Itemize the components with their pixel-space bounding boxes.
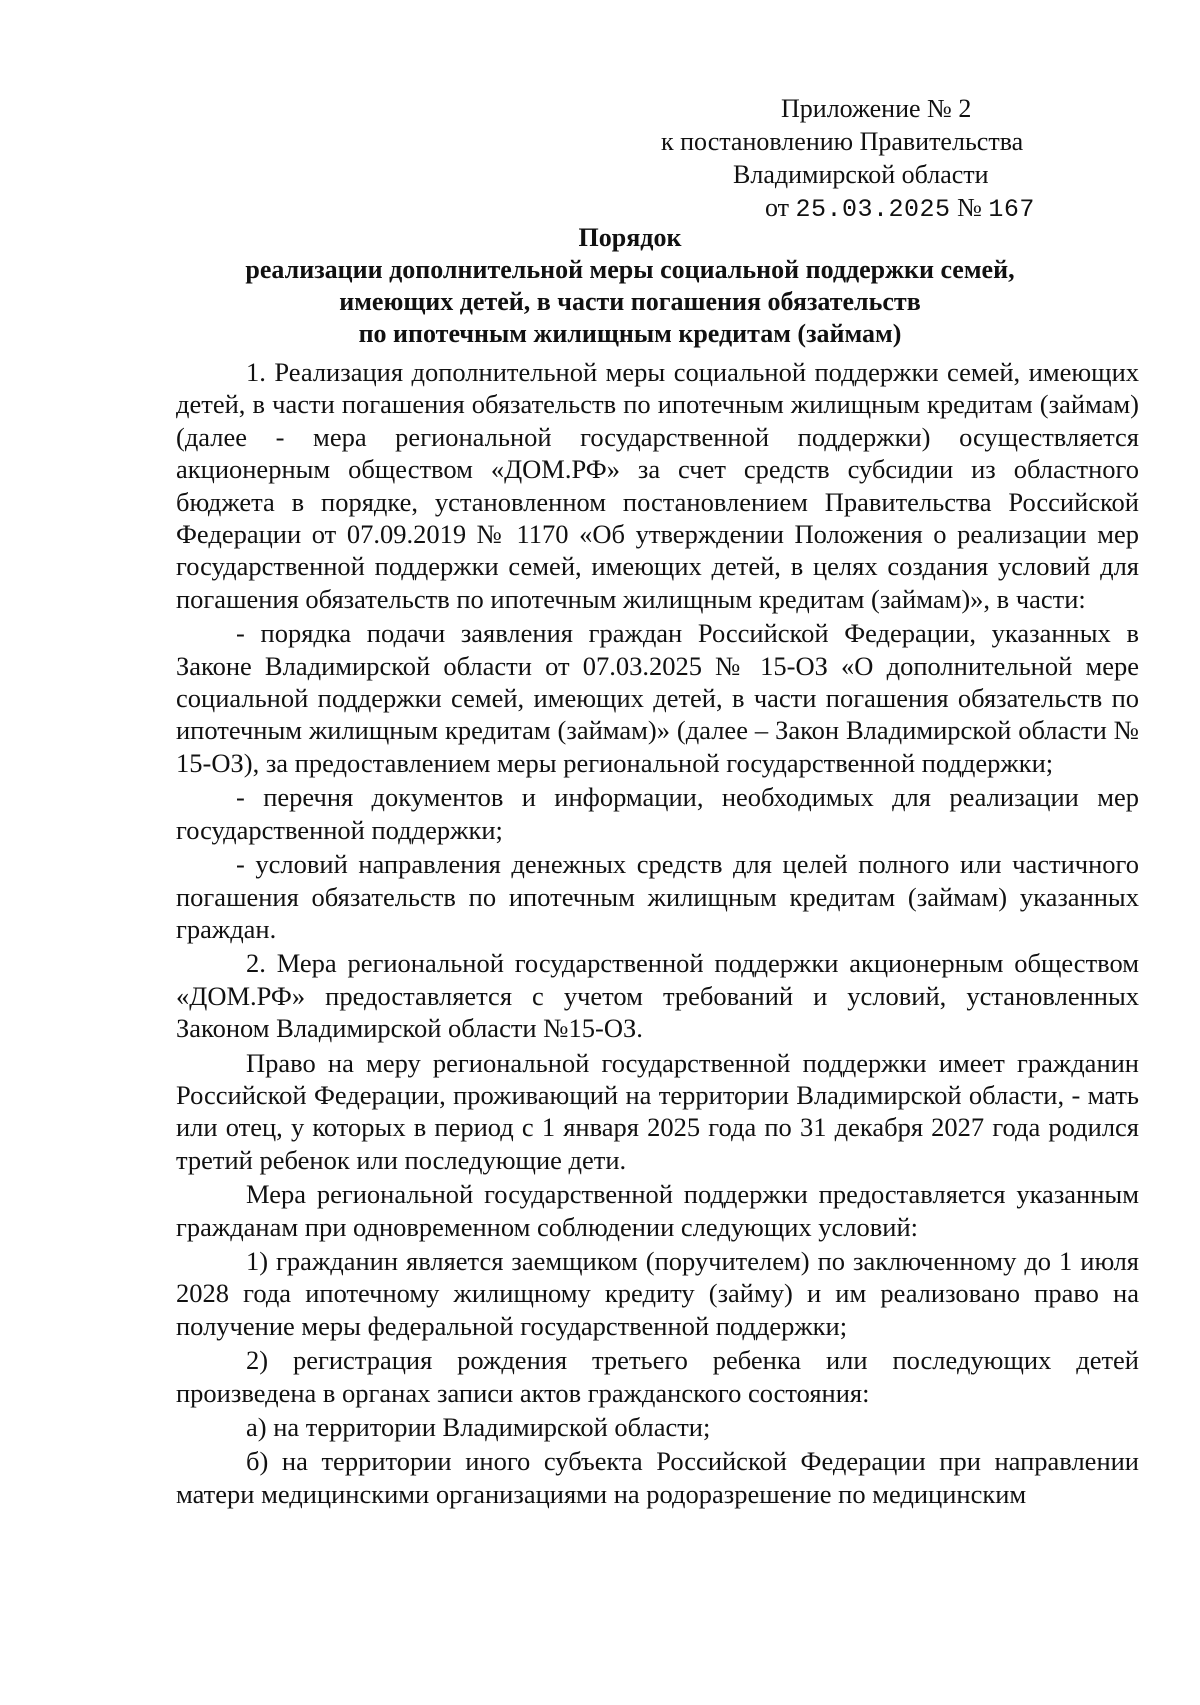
appendix-line-resolution: к постановлению Правительства [661, 127, 1024, 156]
resolution-date: 25.03.2025 [795, 195, 951, 224]
appendix-title: Приложение № 2 [781, 94, 972, 123]
paragraph-2: - порядка подачи заявления граждан Российской Федерации, указанных в Законе Владимирской области от 07.03.2025 № 15-ОЗ «О дополнительной мере социальной поддержки семей, имеющих детей, в части погашения обязательств по ипотечным жилищным кредитам (займам)» (далее – Закон Владимирской области № 15-ОЗ), за предоставлением меры региональной государственной поддержки; [176, 618, 1139, 778]
paragraph-10: а) на территории Владимирской области; [246, 1412, 711, 1442]
appendix-date-line [655, 191, 1075, 226]
paragraph-6: Право на меру региональной государственной поддержки имеет гражданин Российской Федерации, проживающий на территории Владимирской области, - мать или отец, у которых в период с 1 января 2025 года по 31 декабря 2027 года родился третий ребенок или последующие дети. [176, 1047, 1139, 1175]
document-title [150, 222, 1110, 350]
paragraph-4: - условий направления денежных средств для целей полного или частичного погашения обязательств по ипотечным жилищным кредитам (займам) указанных граждан. [176, 849, 1139, 944]
paragraph-3: - перечня документов и информации, необходимых для реализации мер государственной поддержки; [176, 782, 1139, 845]
title-line-1: Порядок [578, 223, 682, 252]
paragraph-8: 1) гражданин является заемщиком (поручителем) по заключенному до 1 июля 2028 года ипотечному жилищному кредиту (займу) и им реализовано право на получение меры федеральной государственной поддержки; [176, 1245, 1139, 1341]
paragraph-1: 1. Реализация дополнительной меры социальной поддержки семей, имеющих детей, в части погашения обязательств по ипотечным жилищным кредитам (займам) (далее - мера региональной государственной поддержки) осуществляется акционерным обществом «ДОМ.РФ» за счет средств субсидии из областного бюджета в порядке, установленном постановлением Правительства Российской Федерации от 07.09.2019 № 1170 «Об утверждении Положения о реализации мер государственной поддержки семей, имеющих детей, в целях создания условий для погашения обязательств по ипотечным жилищным кредитам (займам)», в части: [176, 357, 1139, 614]
appendix-header [655, 92, 1075, 226]
title-line-2: реализации дополнительной меры социальной поддержки семей, [245, 255, 1015, 284]
title-line-4: по ипотечным жилищным кредитам (займам) [358, 319, 902, 348]
paragraph-5: 2. Мера региональной государственной поддержки акционерным обществом «ДОМ.РФ» предоставляется с учетом требований и условий, установленных Законом Владимирской области №15-ОЗ. [176, 948, 1139, 1044]
number-prefix: № [957, 193, 982, 222]
resolution-number: 167 [988, 195, 1035, 224]
appendix-line-region: Владимирской области [733, 160, 989, 189]
document-body [176, 356, 1139, 1510]
title-line-3: имеющих детей, в части погашения обязательств [339, 287, 921, 316]
paragraph-9: 2) регистрация рождения третьего ребенка или последующих детей произведена в органах записи актов гражданского состояния: [176, 1345, 1139, 1408]
paragraph-11: б) на территории иного субъекта Российской Федерации при направлении матери медицинскими организациями на родоразрешение по медицинским [176, 1446, 1139, 1509]
paragraph-7: Мера региональной государственной поддержки предоставляется указанным гражданам при одновременном соблюдении следующих условий: [176, 1179, 1139, 1242]
date-prefix: от [765, 193, 790, 222]
